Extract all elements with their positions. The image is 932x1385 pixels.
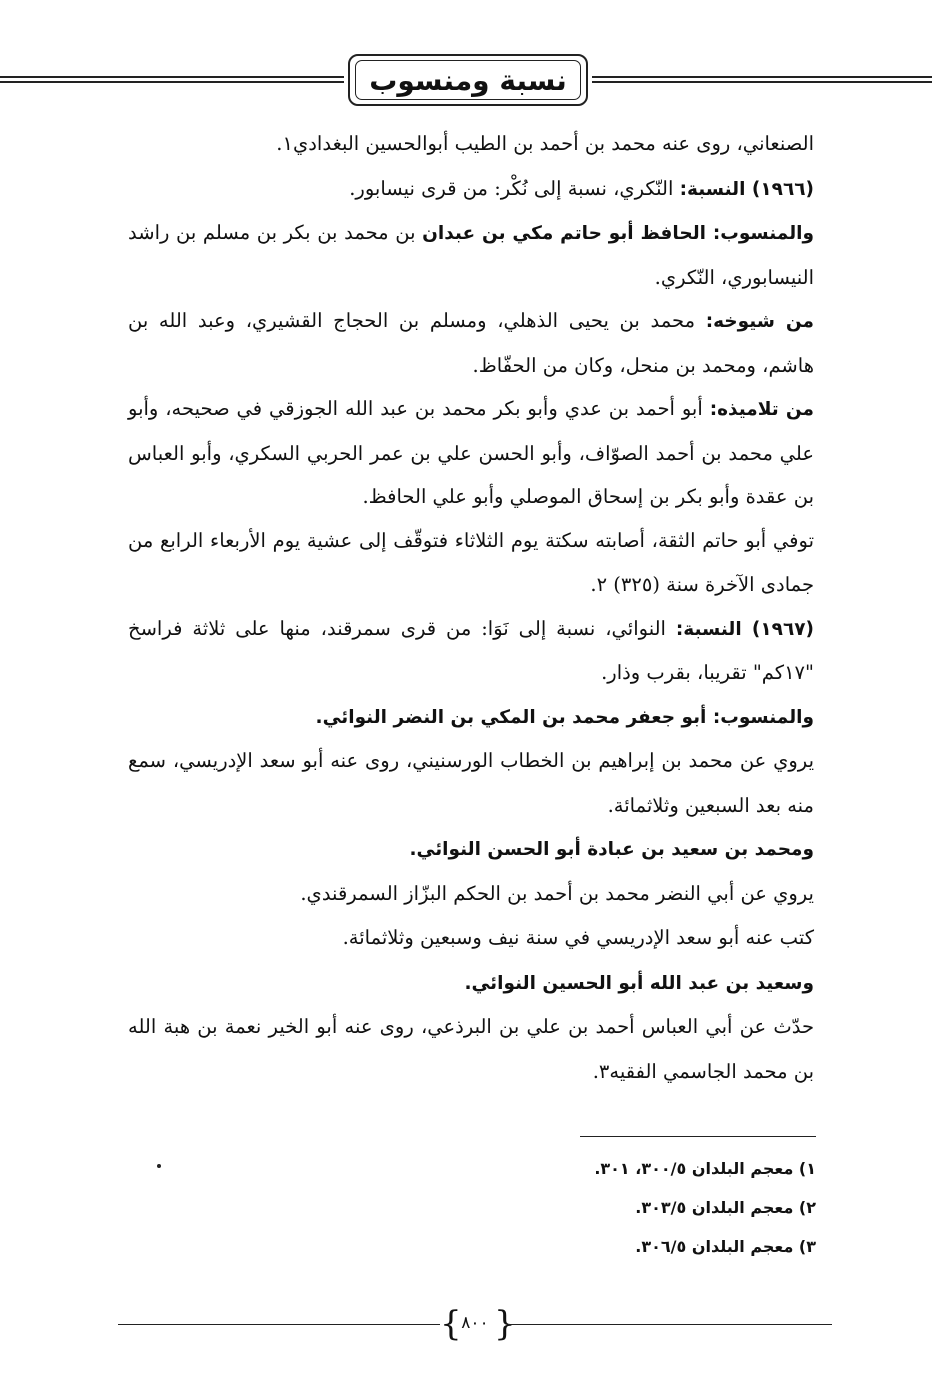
- running-header: [0, 50, 932, 110]
- paragraph: [128, 387, 814, 519]
- footnote: ٣) معجم البلدان ٣٠٦/٥.: [635, 1237, 816, 1256]
- footer-rule-left: [118, 1324, 440, 1325]
- paragraph-text: توفي أبو حاتم الثقة، أصابته سكتة يوم الثلاثاء فتوقّف إلى عشية يوم الأربعاء الرابع من جمادى الآخرة سنة (٣٢٥) ٢.: [128, 528, 814, 596]
- paragraph-text: أبو أحمد بن عدي وأبو بكر محمد بن عبد الله الجوزقي في صحيحه، وأبو علي محمد بن أحمد الصوّاف، وأبو الحسن علي بن عمر الحربي السكري، وأبو العباس بن عقدة وأبو بكر بن إسحاق الموصلي وأبو علي الحافظ.: [128, 397, 814, 508]
- paragraph-bold: والمنسوب: الحافظ أبو حاتم مكي بن عبدان: [422, 223, 814, 244]
- page-number: ٨٠٠: [461, 1313, 489, 1333]
- header-title-frame: [348, 54, 588, 106]
- paragraph-text: بن محمد بن بكر بن مسلم بن راشد النيسابوري، النّكري.: [128, 221, 814, 289]
- footnote-separator: [580, 1136, 816, 1137]
- paragraph-bold: (١٩٦٦) النسبة:: [679, 178, 814, 200]
- paragraph-text: الصنعاني، روى عنه محمد بن أحمد بن الطيب أبوالحسين البغدادي١.: [276, 132, 814, 155]
- left-brace-icon: {: [440, 1304, 462, 1344]
- footnote: ٢) معجم البلدان ٣٠٣/٥.: [635, 1198, 816, 1217]
- paragraph: [128, 211, 814, 299]
- stray-mark: [157, 1164, 161, 1168]
- header-rule-left: [0, 76, 344, 83]
- footer-rule-right: [508, 1324, 832, 1325]
- paragraph-text: النوائي، نسبة إلى نَوَا: من قرى سمرقند، منها على ثلاثة فراسخ "١٧كم" تقريبا، بقرب وذار.: [128, 616, 814, 684]
- paragraph-text: يروي عن محمد بن إبراهيم بن الخطاب الورسنيني، روى عنه أبو سعد الإدريسي، سمع منه بعد السبعين وثلاثمائة.: [128, 749, 814, 817]
- paragraph: [128, 916, 814, 961]
- paragraph: [128, 122, 814, 167]
- paragraph-text: حدّث عن أبي العباس أحمد بن علي بن البرذعي، روى عنه أبو الخير نعمة بن هبة الله بن محمد الجاسمي الفقيه٣.: [128, 1015, 814, 1083]
- paragraph-bold: من تلاميذه:: [709, 399, 814, 420]
- paragraph-bold: (١٩٦٧) النسبة:: [675, 618, 814, 640]
- header-rule-right: [592, 76, 932, 83]
- paragraph-text: النّكري، نسبة إلى نُكْر: من قرى نيسابور.: [349, 176, 680, 200]
- paragraph-bold: وسعيد بن عبد الله أبو الحسين النوائي.: [464, 972, 814, 994]
- paragraph: [128, 739, 814, 827]
- footnote: ١) معجم البلدان ٣٠٠/٥، ٣٠١.: [594, 1159, 816, 1178]
- paragraph: [128, 827, 814, 872]
- paragraph: [128, 299, 814, 387]
- paragraph: [128, 1005, 814, 1093]
- body-text: [128, 122, 814, 1093]
- page-footer: [0, 1304, 932, 1344]
- header-title: نسبة ومنسوب: [355, 60, 581, 100]
- paragraph-bold: ومحمد بن سعيد بن عبادة أبو الحسن النوائي.: [409, 839, 814, 860]
- paragraph: [128, 961, 814, 1006]
- paragraph: [128, 872, 814, 917]
- paragraph-text: محمد بن يحيى الذهلي، ومسلم بن الحجاج القشيري، وعبد الله بن هاشم، ومحمد بن منحل، وكان من الحفّاظ.: [128, 309, 814, 377]
- paragraph: [128, 695, 814, 740]
- paragraph: [128, 167, 814, 212]
- paragraph-bold: والمنسوب: أبو جعفر محمد بن المكي بن النضر النوائي.: [315, 706, 814, 728]
- paragraph-text: يروي عن أبي النضر محمد بن أحمد بن الحكم البزّاز السمرقندي.: [300, 881, 814, 905]
- paragraph-text: كتب عنه أبو سعد الإدريسي في سنة نيف وسبعين وثلاثمائة.: [342, 926, 814, 949]
- paragraph: [128, 519, 814, 607]
- paragraph: [128, 607, 814, 695]
- right-brace-icon: }: [494, 1304, 516, 1344]
- footnotes: [580, 1136, 816, 1266]
- paragraph-bold: من شيوخه:: [705, 311, 814, 332]
